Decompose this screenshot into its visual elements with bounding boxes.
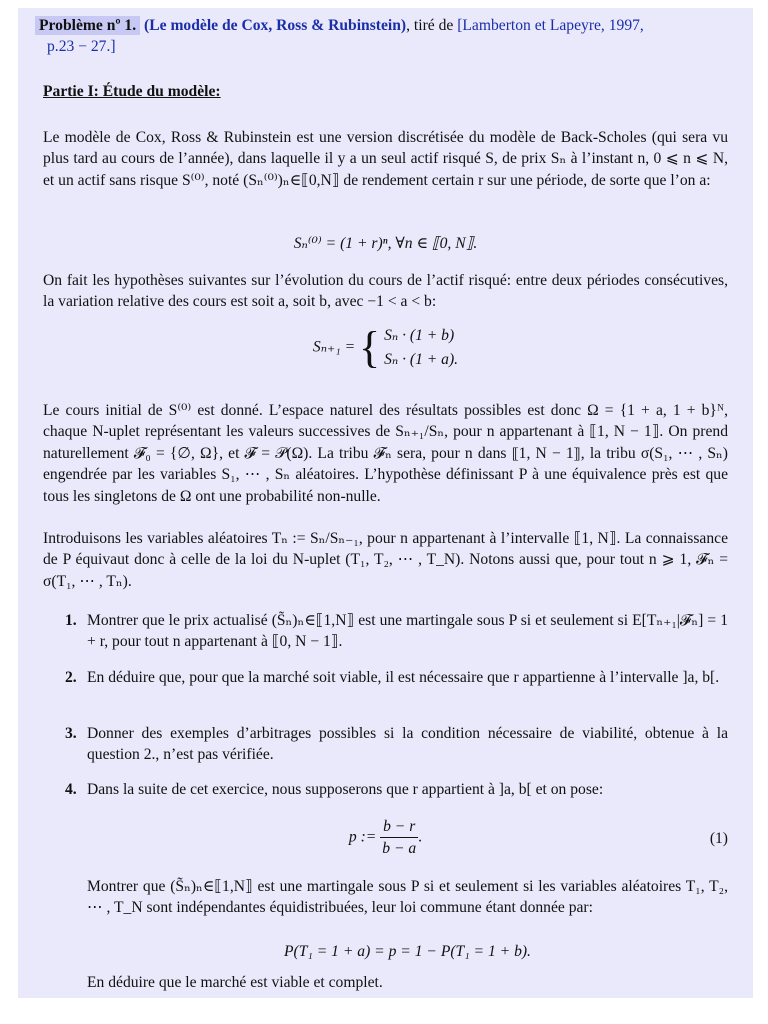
problem-title: (Le modèle de Cox, Ross & Rubinstein) (144, 17, 407, 34)
fraction-numerator: b − r (383, 818, 416, 835)
fraction-denominator: b − a (380, 837, 418, 859)
reference-prefix: , tiré de (406, 17, 458, 34)
equation-distribution: P(T₁ = 1 + a) = p = 1 − P(T₁ = 1 + b). (284, 943, 531, 960)
cases-body (384, 324, 458, 372)
cases-lhs: Sₙ₊₁ = (312, 338, 356, 356)
eq-end: . (418, 828, 423, 846)
problem-number: Problème nº 1. (35, 16, 140, 35)
reference-link-cont[interactable]: p.23 − 27.] (47, 38, 116, 56)
question-number: 4. (65, 781, 77, 798)
question-1 (43, 610, 728, 653)
equation-p-def (43, 816, 728, 860)
question-2 (43, 667, 728, 688)
question-4-continued (43, 876, 728, 919)
paragraph-variables: Introduisons les variables aléatoires Tₙ := Sₙ/Sₙ₋₁, pour n appartenant à l’intervalle ⟦1, N⟧. La connaissance de P équivaut donc à celle de la loi du N-uplet (T₁, T₂, ⋯ , T_N). Notons aussi que, pour tout n ⩾ 1, 𝓕ₙ = σ(T₁, ⋯ , Tₙ). (43, 530, 728, 590)
fraction (380, 816, 418, 860)
question-text: En déduire que le marché est viable et complet. (87, 974, 383, 991)
reference-link[interactable]: [Lamberton et Lapeyre, 1997, (457, 17, 644, 34)
question-number: 3. (65, 725, 77, 742)
question-4-conclusion (43, 972, 728, 993)
problem-header (35, 15, 735, 58)
paragraph-hypotheses: On fait les hypothèses suivantes sur l’évolution du cours de l’actif risqué: entre deux périodes consécutives, la variation relative des cours est soit a, soit b, avec −1 < a < b: (43, 272, 728, 311)
section-title: Partie I: Étude du modèle: (43, 83, 221, 100)
left-brace: { (359, 323, 381, 372)
case-up: Sₙ · (1 + b) (384, 327, 455, 344)
eq-lhs: p := (348, 828, 377, 846)
case-down: Sₙ · (1 + a). (384, 351, 459, 368)
paragraph-intro: Le modèle de Cox, Ross & Rubinstein est une version discrétisée du modèle de Back-Scholes (qui sera vu plus tard au cours de l’année), dans laquelle il y a un seul actif risqué S, de prix Sₙ à l’instant n, 0 ⩽ n ⩽ N, et un actif sans risque S⁽⁰⁾, noté (Sₙ⁽⁰⁾)ₙ∈⟦0,N⟧ de rendement certain r sur une période, de sorte que l’on a: (43, 129, 728, 189)
question-text: Montrer que (S̃ₙ)ₙ∈⟦1,N⟧ est une martingale sous P si et seulement si les variables aléatoires T₁, T₂, ⋯ , T_N sont indépendantes équidistribuées, leur loi commune étant donnée par: (87, 878, 728, 917)
question-number: 2. (65, 669, 77, 686)
question-text: Dans la suite de cet exercice, nous supposerons que r appartient à ]a, b[ et on pose: (87, 781, 604, 798)
equation-cases (43, 324, 728, 372)
question-text: En déduire que, pour que la marché soit viable, il est nécessaire que r appartienne à l’intervalle ]a, b[. (87, 669, 720, 686)
question-3 (43, 723, 728, 766)
problem-box (18, 8, 753, 998)
question-4 (43, 779, 728, 800)
equation-label: (1) (709, 830, 728, 847)
paragraph-probability-space: Le cours initial de S⁽⁰⁾ est donné. L’espace naturel des résultats possibles est donc Ω = {1 + a, 1 + b}ᴺ, chaque N-uplet représentant les valeurs successives de Sₙ₊₁/Sₙ, pour n appartenant à ⟦1, N − 1⟧. On prend naturellement 𝓕₀ = {∅, Ω}, et 𝓕 = 𝒫(Ω). La tribu 𝓕ₙ sera, pour n dans ⟦1, N − 1⟧, la tribu σ(S₁, ⋯ , Sₙ) engendrée par les variables S₁, ⋯ , Sₙ aléatoires. L’hypothèse définissant P à une équivalence près est que tous les singletons de Ω ont une probabilité non-nulle. (43, 402, 728, 505)
question-text: Donner des exemples d’arbitrages possibles si la condition nécessaire de viabilité, obtenue à la question 2., n’est pas vérifiée. (87, 725, 728, 764)
equation-riskless: Sₙ⁽⁰⁾ = (1 + r)ⁿ, ∀n ∈ ⟦0, N⟧. (293, 235, 478, 252)
question-text: Montrer que le prix actualisé (S̃ₙ)ₙ∈⟦1,N⟧ est une martingale sous P si et seulement si E[Tₙ₊₁|𝓕ₙ] = 1 + r, pour tout n appartenant à ⟦0, N − 1⟧. (87, 612, 728, 651)
question-number: 1. (65, 612, 77, 629)
